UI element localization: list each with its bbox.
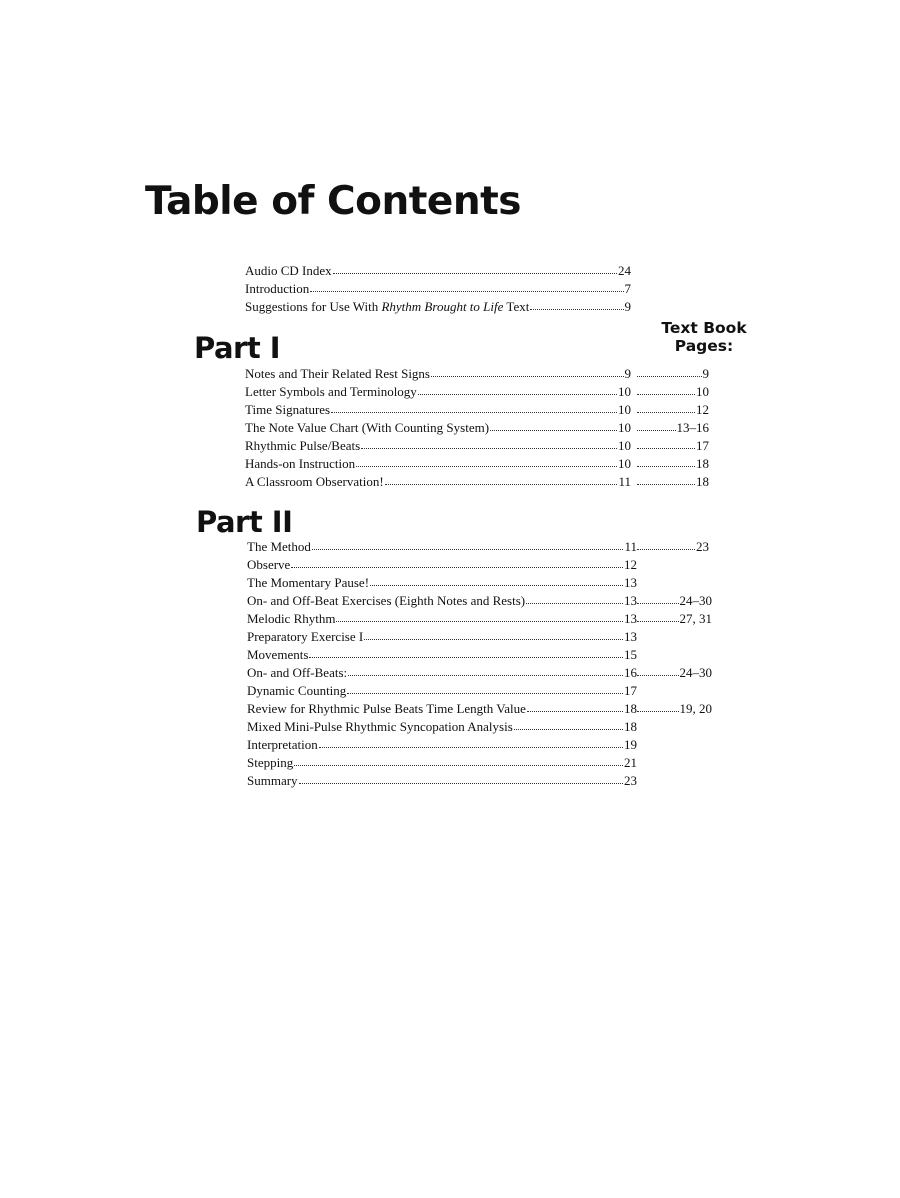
toc-entry-page: 21 <box>624 755 637 770</box>
text-book-page-number: 27, 31 <box>679 611 712 626</box>
dot-leader <box>348 675 623 676</box>
toc-entry[interactable] <box>245 434 631 452</box>
dot-leader <box>637 412 695 413</box>
toc-entry-page: 10 <box>618 420 631 435</box>
toc-entry-page: 10 <box>618 384 631 399</box>
toc-entry[interactable] <box>247 625 637 643</box>
toc-entry-page: 24 <box>618 263 631 278</box>
toc-entry-label: Movements <box>247 647 309 662</box>
toc-entry-label: Introduction <box>245 281 310 296</box>
toc-entry-label: The Momentary Pause! <box>247 575 370 590</box>
toc-entry[interactable] <box>245 380 631 398</box>
toc-entry-label: Rhythmic Pulse/Beats <box>245 438 361 453</box>
dot-leader <box>637 549 695 550</box>
text-book-page-number: 10 <box>696 384 709 399</box>
text-book-page <box>636 362 709 380</box>
dot-leader <box>336 621 623 622</box>
text-book-page-number: 17 <box>696 438 709 453</box>
toc-entry-label: Stepping <box>247 755 294 770</box>
text-book-page <box>636 607 712 625</box>
dot-leader <box>299 783 623 784</box>
dot-leader <box>637 394 695 395</box>
toc-entry-label: Review for Rhythmic Pulse Beats Time Length Value <box>247 701 526 716</box>
toc-entry[interactable] <box>247 679 637 697</box>
dot-leader <box>291 567 623 568</box>
page-title: Table of Contents <box>145 179 521 224</box>
dot-leader <box>370 585 623 586</box>
dot-leader <box>514 729 623 730</box>
toc-entry-label: Observe <box>247 557 291 572</box>
toc-entry-page: 18 <box>624 701 637 716</box>
toc-entry-label: Summary <box>247 773 298 788</box>
toc-entry[interactable] <box>245 398 631 416</box>
dot-leader <box>431 376 624 377</box>
dot-leader <box>527 711 623 712</box>
text-book-page-number: 13–16 <box>676 420 709 435</box>
toc-entry-page: 13 <box>624 611 637 626</box>
text-book-page-number: 23 <box>696 539 709 554</box>
text-book-page <box>636 380 709 398</box>
label-suffix: Text <box>503 299 530 314</box>
toc-entry-page: 11 <box>624 539 637 554</box>
text-book-page <box>636 470 709 488</box>
dot-leader <box>309 657 623 658</box>
toc-entry-label: Dynamic Counting <box>247 683 347 698</box>
toc-entry-page: 9 <box>624 366 631 381</box>
toc-entry-introduction[interactable] <box>245 277 631 295</box>
toc-entry-page: 15 <box>624 647 637 662</box>
toc-entry-label: Mixed Mini-Pulse Rhythmic Syncopation Analysis <box>247 719 513 734</box>
toc-entry[interactable] <box>245 416 631 434</box>
dot-leader <box>637 484 695 485</box>
text-book-page <box>636 697 712 715</box>
dot-leader <box>530 309 623 310</box>
part2-heading: Part II <box>196 505 293 539</box>
toc-entry-label <box>245 300 529 313</box>
toc-entry-label: The Note Value Chart (With Counting System) <box>245 420 490 435</box>
toc-entry[interactable] <box>245 362 631 380</box>
toc-entry-page: 11 <box>618 474 631 489</box>
toc-entry[interactable] <box>247 715 637 733</box>
dot-leader <box>319 747 623 748</box>
toc-entry[interactable] <box>247 571 637 589</box>
text-book-page-number: 24–30 <box>679 665 712 680</box>
toc-entry-label: Interpretation <box>247 737 318 752</box>
dot-leader <box>637 621 679 622</box>
dot-leader <box>637 603 679 604</box>
toc-entry-page: 17 <box>624 683 637 698</box>
toc-entry-page: 13 <box>624 593 637 608</box>
toc-entry[interactable] <box>245 452 631 470</box>
toc-entry-page: 18 <box>624 719 637 734</box>
toc-entry[interactable] <box>247 661 637 679</box>
dot-leader <box>312 549 624 550</box>
toc-entry-page: 13 <box>624 575 637 590</box>
toc-entry-page: 19 <box>624 737 637 752</box>
toc-entry-page: 9 <box>624 299 631 314</box>
toc-entry[interactable] <box>247 607 637 625</box>
text-book-page <box>636 661 712 679</box>
toc-entry-label: A Classroom Observation! <box>245 474 384 489</box>
text-book-page-number: 18 <box>696 474 709 489</box>
toc-entry[interactable] <box>247 733 637 751</box>
dot-leader <box>331 412 617 413</box>
toc-entry[interactable] <box>247 751 637 769</box>
dot-leader <box>361 448 617 449</box>
toc-entry-label: Time Signatures <box>245 402 331 417</box>
toc-entry-label: On- and Off-Beats: <box>247 665 348 680</box>
toc-entry-page: 10 <box>618 456 631 471</box>
toc-entry[interactable] <box>247 769 637 787</box>
dot-leader <box>356 466 617 467</box>
dot-leader <box>490 430 617 431</box>
toc-entry-label: Audio CD Index <box>245 263 332 278</box>
text-book-page-number: 24–30 <box>679 593 712 608</box>
toc-entry-page: 10 <box>618 402 631 417</box>
dot-leader <box>637 430 676 431</box>
toc-entry-label: The Method <box>247 539 311 554</box>
toc-entry[interactable] <box>247 553 637 571</box>
toc-entry-label: Melodic Rhythm <box>247 611 336 626</box>
text-book-page-number: 12 <box>696 402 709 417</box>
dot-leader <box>637 448 695 449</box>
toc-entry-page: 7 <box>624 281 631 296</box>
toc-entry-suggestions[interactable] <box>245 295 631 313</box>
text-book-header-line2: Pages: <box>674 337 734 355</box>
dot-leader <box>385 484 618 485</box>
toc-entry-label: Preparatory Exercise I <box>247 629 364 644</box>
dot-leader <box>526 603 623 604</box>
dot-leader <box>294 765 623 766</box>
text-book-page <box>636 398 709 416</box>
dot-leader <box>347 693 623 694</box>
text-book-page-number: 19, 20 <box>679 701 712 716</box>
dot-leader <box>637 711 679 712</box>
toc-entry-page: 12 <box>624 557 637 572</box>
text-book-page <box>636 535 709 553</box>
toc-entry[interactable] <box>245 470 631 488</box>
dot-leader <box>310 291 623 292</box>
toc-entry-label: On- and Off-Beat Exercises (Eighth Notes and Rests) <box>247 593 526 608</box>
text-book-page <box>636 434 709 452</box>
dot-leader <box>637 675 679 676</box>
text-book-pages-header <box>656 319 752 355</box>
toc-entry-page: 23 <box>624 773 637 788</box>
toc-entry-page: 16 <box>624 665 637 680</box>
dot-leader <box>364 639 623 640</box>
text-book-page <box>636 416 709 434</box>
toc-entry-label: Notes and Their Related Rest Signs <box>245 366 430 381</box>
toc-entry-page: 13 <box>624 629 637 644</box>
toc-entry[interactable] <box>247 697 637 715</box>
dot-leader <box>333 273 617 274</box>
label-book-title: Rhythm Brought to Life <box>381 299 504 314</box>
text-book-page <box>636 589 712 607</box>
text-book-page-number: 18 <box>696 456 709 471</box>
toc-entry-audio-cd-index[interactable] <box>245 259 631 277</box>
toc-entry[interactable] <box>247 643 637 661</box>
toc-entry-label: Letter Symbols and Terminology <box>245 384 417 399</box>
dot-leader <box>637 376 702 377</box>
toc-entry[interactable] <box>247 589 637 607</box>
part1-heading: Part I <box>194 331 281 365</box>
text-book-page-number: 9 <box>702 366 709 381</box>
toc-entry[interactable] <box>247 535 637 553</box>
label-prefix: Suggestions for Use With <box>245 299 382 314</box>
text-book-page <box>636 452 709 470</box>
dot-leader <box>637 466 695 467</box>
toc-entry-page: 10 <box>618 438 631 453</box>
toc-entry-label: Hands-on Instruction <box>245 456 356 471</box>
dot-leader <box>418 394 617 395</box>
text-book-header-line1: Text Book <box>661 319 747 337</box>
